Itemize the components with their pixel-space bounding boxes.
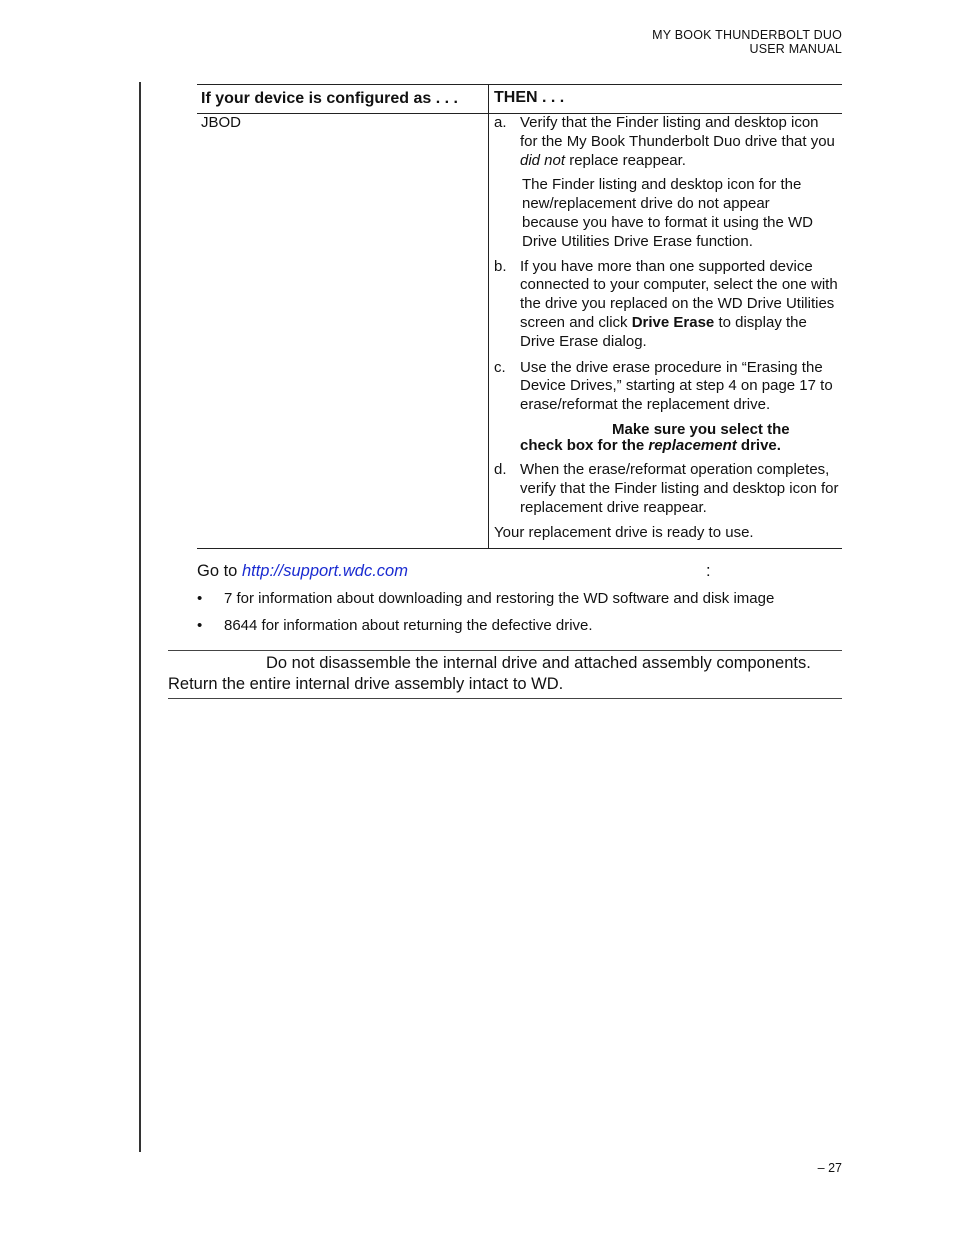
procedure-table <box>197 84 842 549</box>
step-text: Use the drive erase procedure in “Erasing the Device Drives,” starting at step 4 on page 17 to erase/reformat the replacement drive. <box>520 358 833 414</box>
support-link[interactable]: http://support.wdc.com <box>241 562 408 580</box>
page-number: – 27 <box>817 1161 842 1175</box>
note-line-2: Return the entire internal drive assembly intact to WD. <box>168 675 564 693</box>
list-item: • 7 for information about downloading and restoring the WD software and disk image <box>197 590 774 617</box>
step-a-explanation: The Finder listing and desktop icon for the new/replacement drive do not appear because you have to format it using the WD Drive Utilities Drive Erase function. <box>522 176 813 250</box>
bullet-icon: • <box>197 590 203 607</box>
step-letter: d. <box>494 460 507 478</box>
completion-text: Your replacement drive is ready to use. <box>494 524 754 542</box>
margin-rule <box>139 82 141 1152</box>
step-text: Verify that the Finder listing and desktop icon for the My Book Thunderbolt Duo drive that you did not replace reappear. <box>520 114 835 169</box>
important-note <box>168 650 842 699</box>
bullet-list <box>197 590 774 644</box>
running-header <box>652 28 842 56</box>
step-d <box>489 461 842 517</box>
table-header-config: If your device is configured as . . . <box>201 90 458 107</box>
steps-cell <box>488 114 842 548</box>
list-item: • 8644 for information about returning the defective drive. <box>197 617 774 644</box>
step-c <box>489 359 842 415</box>
goto-colon: : <box>706 562 711 580</box>
goto-line: Go to http://support.wdc.com <box>197 562 408 580</box>
note-line-1: Do not disassemble the internal drive and attached assembly components. <box>266 654 811 672</box>
bullet-icon: • <box>197 617 203 634</box>
header-title: MY BOOK THUNDERBOLT DUO <box>652 28 842 42</box>
table-header-then: THEN . . . <box>488 85 842 113</box>
step-a <box>489 114 842 170</box>
step-b <box>489 258 842 352</box>
warning-text: Make sure you select the check box for the replacement drive. <box>520 420 790 455</box>
step-letter: a. <box>494 114 507 131</box>
header-subtitle: USER MANUAL <box>749 42 842 56</box>
config-cell: JBOD <box>201 114 242 131</box>
step-letter: b. <box>494 257 507 275</box>
step-text: If you have more than one supported device connected to your computer, select the one with the drive you replaced on the WD Drive Utilities screen and click Drive Erase to display the Drive Erase dialog. <box>520 257 838 350</box>
step-text: When the erase/reformat operation completes, verify that the Finder listing and desktop icon for replacement drive reappear. <box>520 460 839 516</box>
step-letter: c. <box>494 358 506 376</box>
table-row <box>197 114 842 548</box>
table-header-row <box>197 85 842 114</box>
